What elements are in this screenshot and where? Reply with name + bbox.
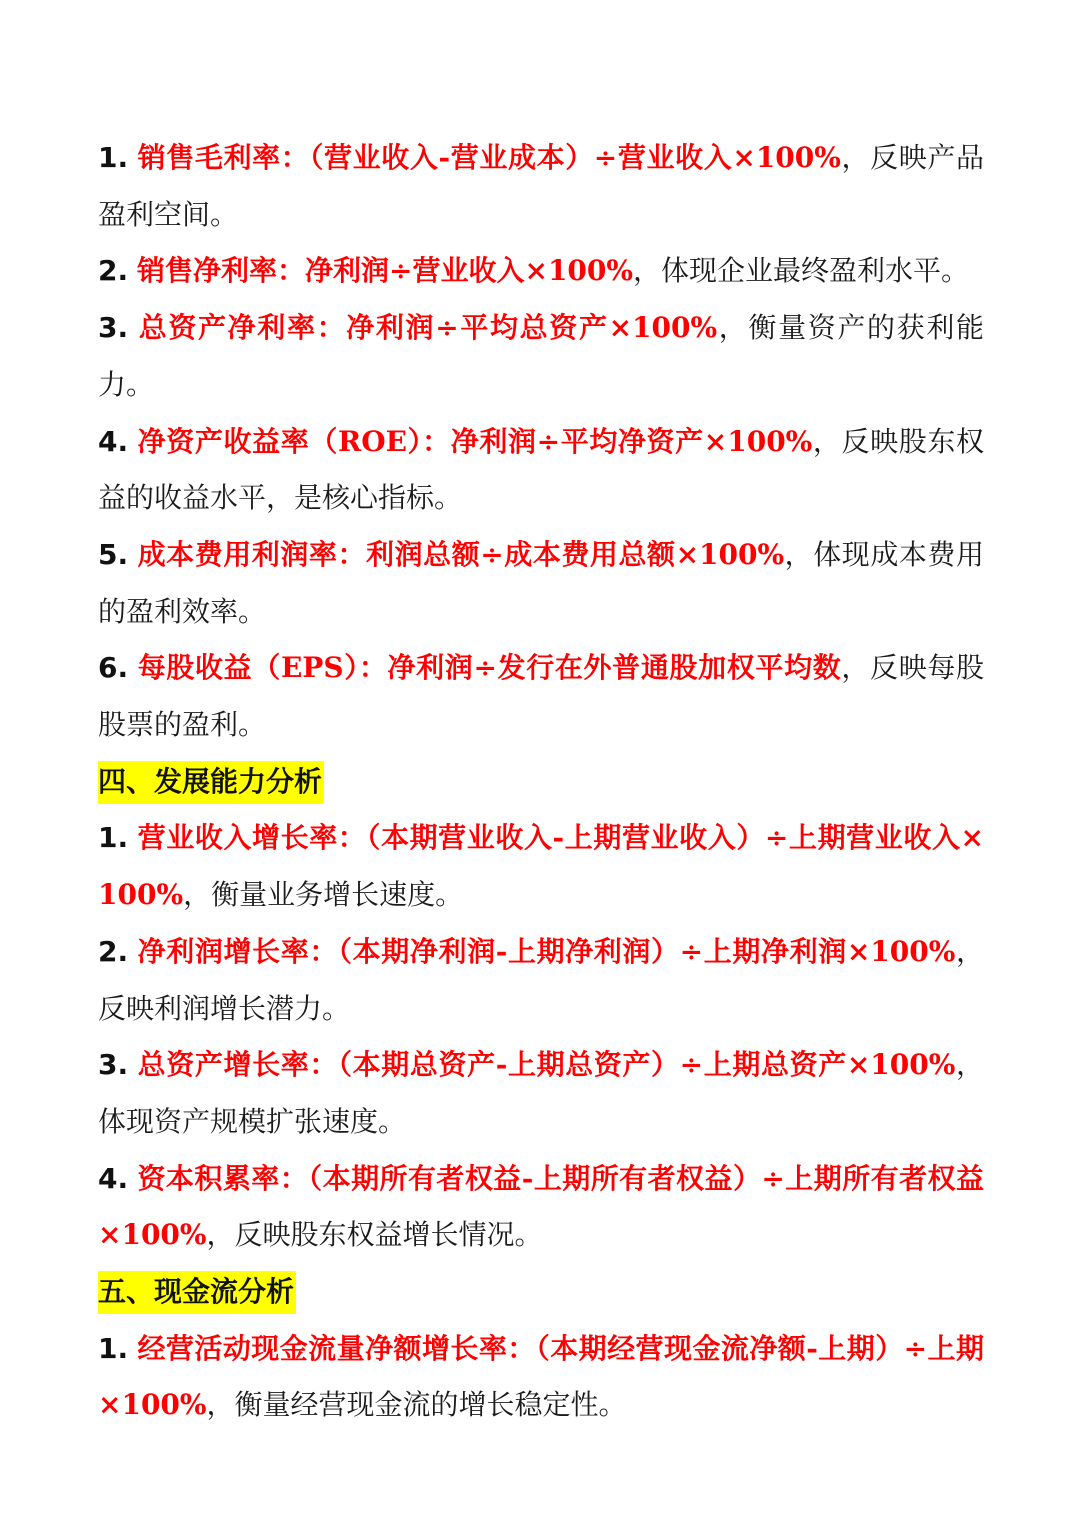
cashflow-item-1 bbox=[98, 1321, 984, 1434]
formula: 销售毛利率：（营业收入-营业成本）÷营业收入×100% bbox=[137, 141, 841, 174]
item-number: 5. bbox=[98, 537, 129, 571]
formula: 营业收入增长率：（本期营业收入-上期营业收入）÷上期营业收入×100% bbox=[98, 821, 984, 912]
description: ，衡量资产的获利能力。 bbox=[98, 311, 984, 401]
section-heading-growth bbox=[98, 754, 984, 811]
description: ，体现成本费用的盈利效率。 bbox=[98, 537, 984, 628]
description: ，衡量业务增长速度。 bbox=[183, 878, 464, 912]
item-number: 2. bbox=[98, 254, 129, 288]
formula: 总资产增长率：（本期总资产-上期总资产）÷上期总资产×100% bbox=[137, 1048, 956, 1082]
profit-item-5 bbox=[98, 527, 984, 640]
growth-item-2 bbox=[98, 924, 984, 1037]
formula: 总资产净利率：净利润÷平均总资产×100% bbox=[138, 311, 718, 345]
profit-item-2 bbox=[98, 243, 984, 300]
item-number: 6. bbox=[98, 651, 129, 685]
description: ，体现资产规模扩张速度。 bbox=[98, 1048, 984, 1138]
item-number: 1. bbox=[98, 1331, 129, 1365]
item-number: 4. bbox=[98, 424, 129, 458]
growth-item-3 bbox=[98, 1037, 984, 1150]
profit-item-6 bbox=[98, 640, 984, 753]
growth-item-1 bbox=[98, 810, 984, 923]
section-heading-cashflow bbox=[98, 1264, 984, 1321]
description: ，反映股东权益的收益水平，是核心指标。 bbox=[98, 424, 984, 515]
section-title: 四、发展能力分析 bbox=[98, 761, 324, 804]
profit-item-4 bbox=[98, 414, 984, 527]
description: ，反映产品盈利空间。 bbox=[98, 141, 984, 231]
formula: 成本费用利润率：利润总额÷成本费用总额×100% bbox=[137, 537, 785, 571]
item-number: 1. bbox=[98, 821, 129, 855]
formula: 经营活动现金流量净额增长率：（本期经营现金流净额-上期）÷上期×100% bbox=[98, 1331, 984, 1422]
item-number: 1. bbox=[98, 141, 129, 174]
growth-item-4 bbox=[98, 1151, 984, 1264]
formula: 每股收益（EPS）：净利润÷发行在外普通股加权平均数 bbox=[137, 651, 842, 685]
formula: 销售净利率：净利润÷营业收入×100% bbox=[137, 254, 634, 288]
description: ，反映每股股票的盈利。 bbox=[98, 651, 984, 742]
description: ，反映股东权益增长情况。 bbox=[206, 1218, 543, 1252]
document-page bbox=[98, 130, 984, 1434]
item-number: 3. bbox=[98, 311, 129, 345]
section-title: 五、现金流分析 bbox=[98, 1271, 296, 1314]
formula: 资本积累率：（本期所有者权益-上期所有者权益）÷上期所有者权益×100% bbox=[98, 1161, 984, 1252]
description: ，反映利润增长潜力。 bbox=[98, 934, 984, 1025]
profit-item-3 bbox=[98, 300, 984, 413]
item-number: 4. bbox=[98, 1161, 129, 1195]
item-number: 2. bbox=[98, 934, 129, 968]
formula: 净资产收益率（ROE）：净利润÷平均净资产×100% bbox=[137, 424, 813, 458]
description: ，体现企业最终盈利水平。 bbox=[633, 254, 970, 288]
item-number: 3. bbox=[98, 1048, 129, 1082]
formula: 净利润增长率：（本期净利润-上期净利润）÷上期净利润×100% bbox=[137, 934, 956, 968]
profit-item-1 bbox=[98, 130, 984, 243]
description: ，衡量经营现金流的增长稳定性。 bbox=[206, 1388, 627, 1422]
